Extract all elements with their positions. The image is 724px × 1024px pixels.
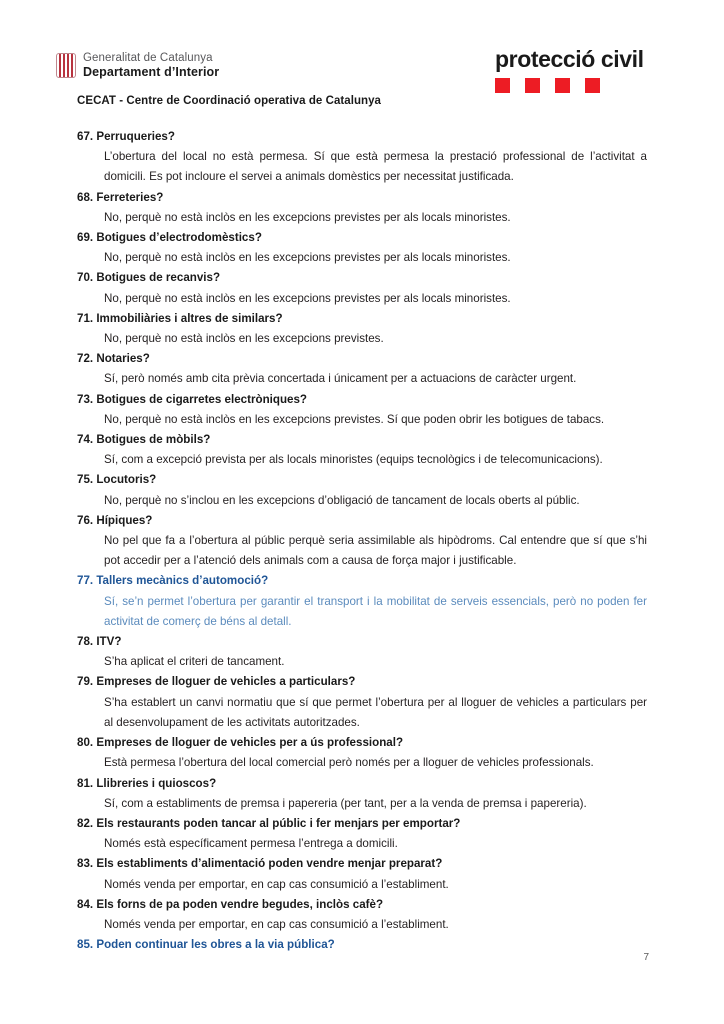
red-square-icon: [525, 78, 540, 93]
faq-question: 80. Empreses de lloguer de vehicles per a ús professional?: [77, 736, 404, 750]
faq-question: 76. Hípiques?: [77, 513, 153, 527]
faq-item: [77, 814, 647, 854]
faq-list: [77, 127, 647, 955]
faq-item: [77, 895, 647, 935]
faq-question: 81. Llibreries i quioscos?: [77, 776, 217, 790]
faq-question: 75. Locutoris?: [77, 473, 157, 487]
faq-item: [77, 854, 647, 894]
faq-item: [77, 935, 647, 955]
faq-answer: Està permesa l’obertura del local comercial però només per a lloguer de vehicles professionals.: [104, 756, 594, 770]
faq-question: 70. Botigues de recanvis?: [77, 271, 221, 285]
faq-answer: No, perquè no està inclòs en les excepcions previstes. Sí que poden obrir les botigues de tabacs.: [104, 412, 605, 426]
faq-item: [77, 127, 647, 188]
proteccio-civil-wordmark: protecció civil: [495, 46, 644, 72]
faq-question: 72. Notaries?: [77, 352, 150, 366]
faq-item: [77, 470, 647, 510]
faq-answer: No, perquè no està inclòs en les excepcions previstes per als locals minoristes.: [104, 210, 511, 224]
red-square-icon: [555, 78, 570, 93]
faq-answer: No pel que fa a l’obertura al públic perquè seria assimilable als hipòdroms. Cal entendre que sí que s’hi pot accedir per a l’atenció dels animals com a causa de força major i justificable.: [104, 534, 647, 568]
faq-answer: Només venda per emportar, en cap cas consumició a l’establiment.: [104, 917, 449, 931]
faq-question: 71. Immobiliàries i altres de similars?: [77, 311, 283, 325]
generalitat-logo-text: [83, 52, 219, 79]
faq-answer: S’ha establert un canvi normatiu que sí que permet l’obertura per al lloguer de vehicles a particulars per al desenvolupament de les activitats autoritzades.: [104, 695, 647, 729]
faq-answer: No, perquè no està inclòs en les excepcions previstes.: [104, 332, 384, 346]
faq-answer: No, perquè no està inclòs en les excepcions previstes per als locals minoristes.: [104, 251, 511, 265]
faq-question: 84. Els forns de pa poden vendre begudes, inclòs cafè?: [77, 897, 384, 911]
faq-item: [77, 390, 647, 430]
faq-item: [77, 774, 647, 814]
faq-answer: S’ha aplicat el criteri de tancament.: [104, 655, 285, 669]
page-number: 7: [643, 952, 649, 963]
faq-item: [77, 571, 647, 632]
senyera-shield-icon: [56, 53, 76, 78]
faq-question: 67. Perruqueries?: [77, 130, 175, 143]
faq-question: 69. Botigues d’electrodomèstics?: [77, 231, 262, 245]
faq-answer: Només venda per emportar, en cap cas consumició a l’establiment.: [104, 877, 449, 891]
faq-item: [77, 733, 647, 773]
faq-answer: Sí, com a excepció prevista per als locals minoristes (equips tecnològics i de telecomunicacions).: [104, 453, 603, 467]
faq-question: 79. Empreses de lloguer de vehicles a particulars?: [77, 675, 356, 689]
faq-item: [77, 672, 647, 733]
faq-item: [77, 349, 647, 389]
faq-question: 82. Els restaurants poden tancar al públic i fer menjars per emportar?: [77, 816, 461, 830]
faq-answer: L’obertura del local no està permesa. Sí que està permesa la prestació professional de l’activitat a domicili. Es pot incloure el servei a animals domèstics per necessitat justificada.: [104, 150, 647, 184]
faq-question: 68. Ferreteries?: [77, 190, 164, 204]
faq-item: [77, 188, 647, 228]
generalitat-line2: Departament d’Interior: [83, 64, 220, 79]
faq-item: [77, 228, 647, 268]
red-square-icon: [585, 78, 600, 93]
faq-item: [77, 268, 647, 308]
red-square-icon: [495, 78, 510, 93]
faq-answer: Només està específicament permesa l’entrega a domicili.: [104, 837, 398, 851]
faq-answer: Sí, se’n permet l’obertura per garantir el transport i la mobilitat de serveis essencials, però no poden fer activitat de comerç de béns al detall.: [104, 594, 647, 628]
faq-answer: Sí, com a establiments de premsa i papereria (per tant, per a la venda de premsa i papereria).: [104, 796, 587, 810]
faq-item: [77, 511, 647, 572]
faq-item: [77, 309, 647, 349]
generalitat-line1: Generalitat de Catalunya: [83, 52, 213, 64]
faq-question: 85. Poden continuar les obres a la via pública?: [77, 938, 335, 952]
faq-answer: No, perquè no s’inclou en les excepcions d’obligació de tancament de locals oberts al públic.: [104, 493, 580, 507]
faq-question: 83. Els establiments d’alimentació poden vendre menjar preparat?: [77, 857, 443, 871]
document-subtitle: CECAT - Centre de Coordinació operativa de Catalunya: [77, 95, 381, 107]
faq-question: 73. Botigues de cigarretes electròniques?: [77, 392, 308, 406]
faq-item: [77, 430, 647, 470]
page-header: [0, 0, 724, 107]
faq-question: 77. Tallers mecànics d’automoció?: [77, 574, 269, 588]
faq-answer: No, perquè no està inclòs en les excepcions previstes per als locals minoristes.: [104, 291, 511, 305]
proteccio-civil-squares: [495, 78, 645, 93]
faq-item: [77, 632, 647, 672]
faq-answer: Sí, però només amb cita prèvia concertada i únicament per a actuacions de caràcter urgent.: [104, 372, 577, 386]
proteccio-civil-logo: [495, 48, 645, 93]
faq-question: 74. Botigues de mòbils?: [77, 433, 211, 447]
faq-question: 78. ITV?: [77, 635, 122, 649]
generalitat-logo: [56, 52, 219, 79]
